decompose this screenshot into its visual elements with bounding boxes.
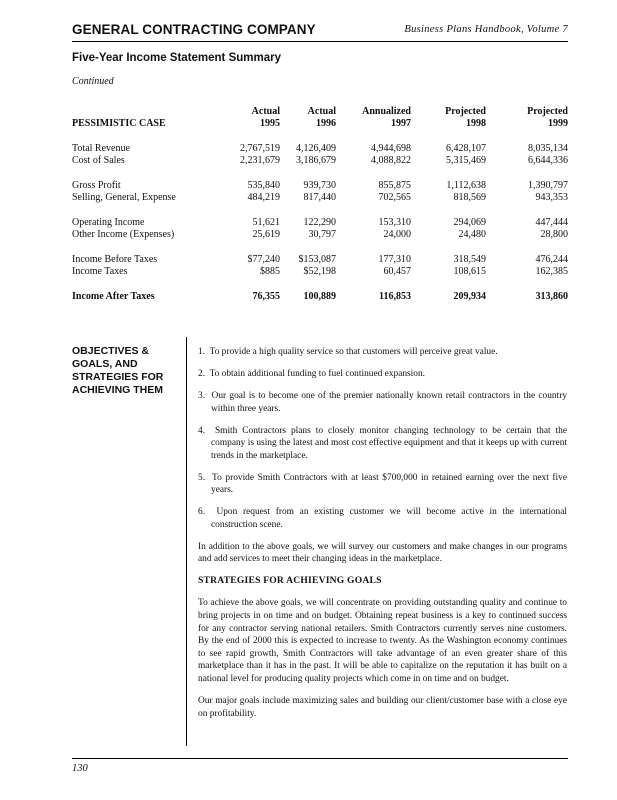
list-item — [198, 425, 567, 463]
sidebar-heading: OBJECTIVES & GOALS, AND STRATEGIES FOR ACHIEVING THEM — [72, 345, 164, 396]
cell-value: 1,112,638 — [446, 180, 486, 191]
cell-value: 535,840 — [247, 180, 280, 191]
cell-value: 5,315,469 — [446, 155, 486, 166]
cell-value: 24,480 — [458, 229, 486, 240]
cell-value: 1,390,797 — [528, 180, 568, 191]
cell-value: 116,853 — [379, 291, 411, 302]
row-label: Income After Taxes — [72, 291, 155, 302]
column-type: Actual — [307, 106, 336, 117]
column-header — [208, 106, 280, 130]
cell-value: 24,000 — [383, 229, 411, 240]
goal-text: Upon request from an existing customer we will become active in the international construction scene. — [211, 507, 568, 530]
cell-value: 4,126,409 — [296, 143, 336, 154]
column-header — [411, 106, 486, 130]
table-row — [72, 143, 568, 155]
column-divider — [186, 337, 187, 746]
table-row — [72, 155, 568, 167]
goal-text: To provide Smith Contractors with at least $700,000 in retained earning over the next five years. — [211, 472, 567, 496]
cell-value: 447,444 — [535, 217, 568, 228]
goal-text: Our goal is to become one of the premier nationally known retail contractors in the country within three years. — [211, 390, 568, 414]
section-title: Five-Year Income Statement Summary — [72, 52, 281, 64]
goal-number: 1. — [198, 347, 206, 357]
footer-rule — [72, 758, 568, 759]
goal-text: Smith Contractors plans to closely monitor changing technology to be certain that the company is using the latest and most cost effective equipment and that it keeps up with current trends in the marketplace. — [211, 425, 568, 461]
row-label: Income Taxes — [72, 266, 128, 277]
cell-value: 30,797 — [308, 229, 336, 240]
table-header-row — [72, 106, 568, 130]
strategies-heading: STRATEGIES FOR ACHIEVING GOALS — [198, 575, 382, 587]
column-header — [486, 106, 568, 130]
table-row — [72, 192, 568, 204]
case-label: PESSIMISTIC CASE — [72, 118, 166, 129]
cell-value: 943,353 — [535, 192, 568, 203]
cell-value: 318,549 — [453, 254, 486, 265]
cell-value: 6,428,107 — [446, 143, 486, 154]
list-item — [198, 346, 567, 359]
column-header — [280, 106, 336, 130]
list-item — [198, 368, 567, 381]
column-type: Actual — [251, 106, 280, 117]
strategies-paragraph: To achieve the above goals, we will concentrate on providing outstanding quality and continue to bring projects in on time and on budget. Obtaining repeat business is a key to continued success for any contractor serving national retailers. Smith Contractors currently serves nine customers. By the end of 2000 this is expected to increase to twenty. As the Washington economy continues to see rapid growth, Smith Contractors will take advantage of an even greater share of this marketplace than it has in the past. It will be able to capitalize on the reputation it has built on a national level for producing quality projects which come in on time and on budget. — [198, 598, 567, 684]
table-row — [72, 217, 568, 229]
column-type: Projected — [527, 106, 568, 117]
column-year: 1995 — [260, 118, 280, 129]
goal-number: 3. — [198, 390, 206, 401]
cell-value: $52,198 — [303, 266, 336, 277]
cell-value: 8,035,134 — [528, 143, 568, 154]
row-label: Selling, General, Expense — [72, 192, 176, 203]
column-type: Annualized — [362, 106, 411, 117]
cell-value: 4,944,698 — [371, 143, 411, 154]
cell-value: 702,565 — [378, 192, 411, 203]
cell-value: $77,240 — [247, 254, 280, 265]
column-year: 1999 — [548, 118, 568, 129]
goal-number: 5. — [198, 472, 206, 483]
page-header — [72, 21, 568, 42]
goal-text: To obtain additional funding to fuel continued expansion. — [209, 368, 426, 379]
column-year: 1997 — [391, 118, 411, 129]
cell-value: 855,875 — [378, 180, 411, 191]
cell-value: 476,244 — [535, 254, 568, 265]
cell-value: 60,457 — [383, 266, 411, 277]
list-item — [198, 390, 567, 415]
cell-value: 100,889 — [303, 291, 336, 302]
cell-value: 818,569 — [453, 192, 486, 203]
cell-value: 177,310 — [378, 254, 411, 265]
running-head-book: Business Plans Handbook, Volume 7 — [404, 24, 568, 35]
cell-value: 817,440 — [303, 192, 336, 203]
table-row-total — [72, 291, 568, 303]
cell-value: 162,385 — [535, 266, 568, 277]
row-label: Cost of Sales — [72, 155, 125, 166]
continued-label: Continued — [72, 76, 114, 87]
cell-value: 2,231,679 — [240, 155, 280, 166]
cell-value: 108,615 — [453, 266, 486, 277]
table-row — [72, 180, 568, 192]
cell-value: 51,621 — [252, 217, 280, 228]
goal-number: 2. — [198, 368, 206, 379]
cell-value: 153,310 — [378, 217, 411, 228]
cell-value: 294,069 — [453, 217, 486, 228]
list-item — [198, 472, 567, 497]
goal-number: 4. — [198, 425, 206, 436]
table-row — [72, 229, 568, 241]
column-year: 1996 — [316, 118, 336, 129]
strategies-paragraph: Our major goals include maximizing sales and building our client/customer base with a close eye on profitability. — [198, 695, 567, 719]
goal-number: 6. — [198, 507, 206, 518]
row-label: Total Revenue — [72, 143, 130, 154]
objectives-body — [198, 346, 567, 730]
cell-value: 209,934 — [453, 291, 486, 302]
list-item — [198, 506, 567, 531]
cell-value: 3,186,679 — [296, 155, 336, 166]
table-row — [72, 254, 568, 266]
page-number: 130 — [72, 763, 88, 774]
goals-list — [198, 346, 567, 531]
cell-value: $885 — [260, 266, 280, 277]
row-label: Gross Profit — [72, 180, 121, 191]
cell-value: 484,219 — [247, 192, 280, 203]
cell-value: 939,730 — [303, 180, 336, 191]
column-year: 1998 — [466, 118, 486, 129]
column-type: Projected — [445, 106, 486, 117]
column-header — [336, 106, 411, 130]
cell-value: 25,619 — [252, 229, 280, 240]
table-row — [72, 266, 568, 278]
running-head-title: GENERAL CONTRACTING COMPANY — [72, 22, 316, 37]
cell-value: 2,767,519 — [240, 143, 280, 154]
row-label: Income Before Taxes — [72, 254, 158, 265]
row-label: Other Income (Expenses) — [72, 229, 175, 240]
cell-value: 6,644,336 — [528, 155, 568, 166]
cell-value: 122,290 — [303, 217, 336, 228]
cell-value: 28,800 — [540, 229, 568, 240]
cell-value: $153,087 — [298, 254, 336, 265]
cell-value: 4,088,822 — [371, 155, 411, 166]
row-label: Operating Income — [72, 217, 145, 228]
cell-value: 313,860 — [535, 291, 568, 302]
income-statement-table — [72, 106, 568, 303]
goals-paragraph: In addition to the above goals, we will survey our customers and make changes in our programs and add services to meet their changing ideas in the marketplace. — [198, 541, 567, 565]
cell-value: 76,355 — [252, 291, 280, 302]
goal-text: To provide a high quality service so that customers will perceive great value. — [209, 347, 498, 357]
